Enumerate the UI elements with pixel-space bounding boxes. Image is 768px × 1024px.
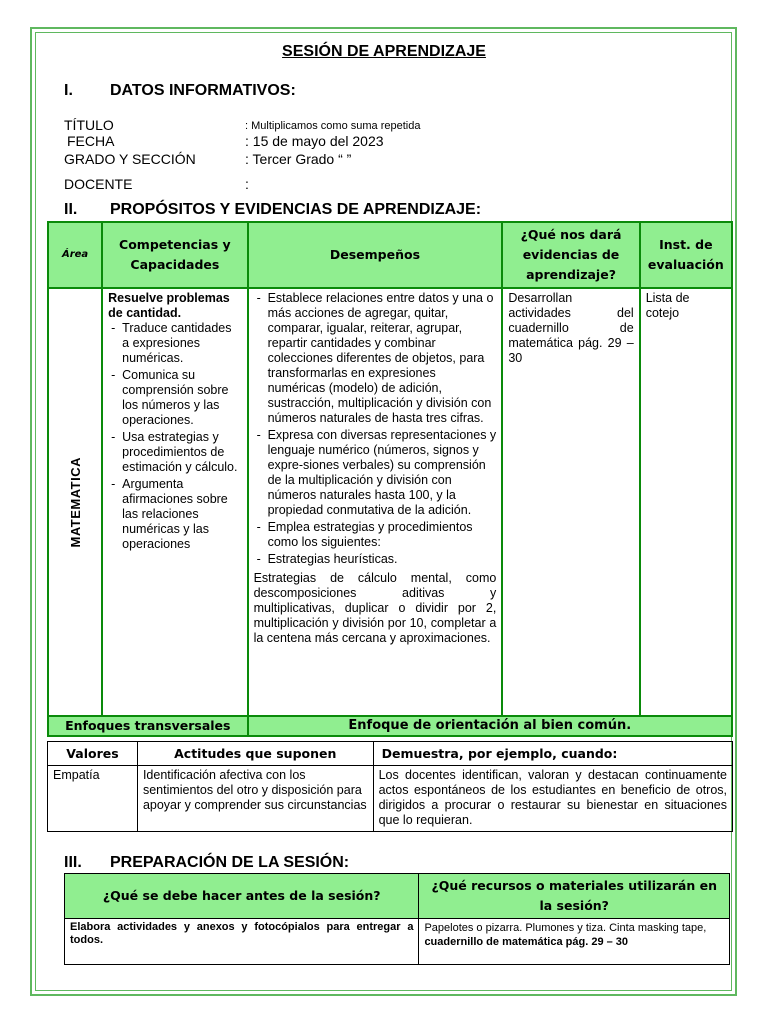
competencias-cell [102, 288, 247, 716]
actitud-cell: Identificación afectiva con los sentimientos del otro y disposición para apoyar y comprender sus circunstancias [137, 766, 373, 832]
header-instrumento: Inst. de evaluación [640, 222, 732, 288]
header-valores: Valores [48, 742, 138, 766]
antes-cell: Elabora actividades y anexos y fotocópialos para entregar a todos. [65, 919, 419, 965]
section-1-label: DATOS INFORMATIVOS: [110, 82, 296, 99]
list-item: - Emplea estrategias y procedimientos como los siguientes: [254, 520, 497, 550]
list-item: - Argumenta afirmaciones sobre las relaciones numéricas y las operaciones [108, 477, 241, 552]
enfoque-value: Enfoque de orientación al bien común. [248, 716, 732, 736]
desempenos-list [254, 291, 497, 567]
list-item: - Comunica su comprensión sobre los números y las operaciones. [108, 368, 241, 428]
instrumento-cell: Lista de cotejo [640, 288, 732, 716]
capacidades-list [108, 321, 241, 552]
list-item: - Expresa con diversas representaciones y lenguaje numérico (números, signos y expre-siones verbales) su comprensión de la multiplicación y división con números naturales hasta 100, y la propiedad conmutativa de la adición. [254, 428, 497, 518]
enfoques-label: Enfoques transversales [48, 716, 248, 736]
desempenos-extra: Estrategias de cálculo mental, como descomposiciones aditivas y multiplicativas, duplicar o dividir por 2, multiplicación y división por 10, completar a la centena más cercana y aproximaciones. [253, 571, 497, 645]
header-desempenos: Desempeños [248, 222, 503, 288]
list-item: - Establece relaciones entre datos y una o más acciones de agregar, quitar, comparar, igualar, reiterar, agrupar, repartir cantidades y combinar colecciones diferentes de objetos, para transformarlas en expresiones numéricas (modelo) de adición, sustracción, multiplicación y división con números naturales de hasta tres cifras. [254, 291, 497, 426]
header-actitudes: Actitudes que suponen [137, 742, 373, 766]
list-item: - Traduce cantidades a expresiones numéricas. [108, 321, 241, 366]
recursos-cell: Papelotes o pizarra. Plumones y tiza. Cinta masking tape, cuadernillo de matemática pág. 29 – 30 [419, 919, 730, 965]
header-recursos: ¿Qué recursos o materiales utilizarán en la sesión? [419, 874, 730, 919]
valores-table [47, 741, 733, 832]
header-area: Área [48, 222, 102, 288]
header-competencias: Competencias y Capacidades [102, 222, 247, 288]
preparacion-table [64, 873, 730, 965]
list-item: - Usa estrategias y procedimientos de estimación y cálculo. [108, 430, 241, 475]
list-item: - Estrategias heurísticas. [254, 552, 497, 567]
header-antes: ¿Qué se debe hacer antes de la sesión? [65, 874, 419, 919]
section-1-number: I. [64, 82, 73, 99]
proposito-table [47, 221, 733, 737]
evidencias-cell: Desarrollan actividades del cuadernillo de matemática pág. 29 – 30 [502, 288, 639, 716]
header-evidencias: ¿Qué nos dará evidencias de aprendizaje? [502, 222, 639, 288]
header-demuestra: Demuestra, por ejemplo, cuando: [373, 742, 732, 766]
demuestra-cell: Los docentes identifican, valoran y destacan continuamente actos espontáneos de los estudiantes en beneficio de otros, dirigidos a procurar o restaurar su bienestar en situaciones que lo requieran. [373, 766, 732, 832]
valor-cell: Empatía [48, 766, 138, 832]
area-label: MATEMATICA [67, 456, 83, 548]
area-cell [48, 288, 102, 716]
desempenos-cell [248, 288, 503, 716]
competencia-title: Resuelve problemas de cantidad. [108, 291, 230, 320]
document-title: SESIÓN DE APRENDIZAJE [282, 43, 486, 60]
